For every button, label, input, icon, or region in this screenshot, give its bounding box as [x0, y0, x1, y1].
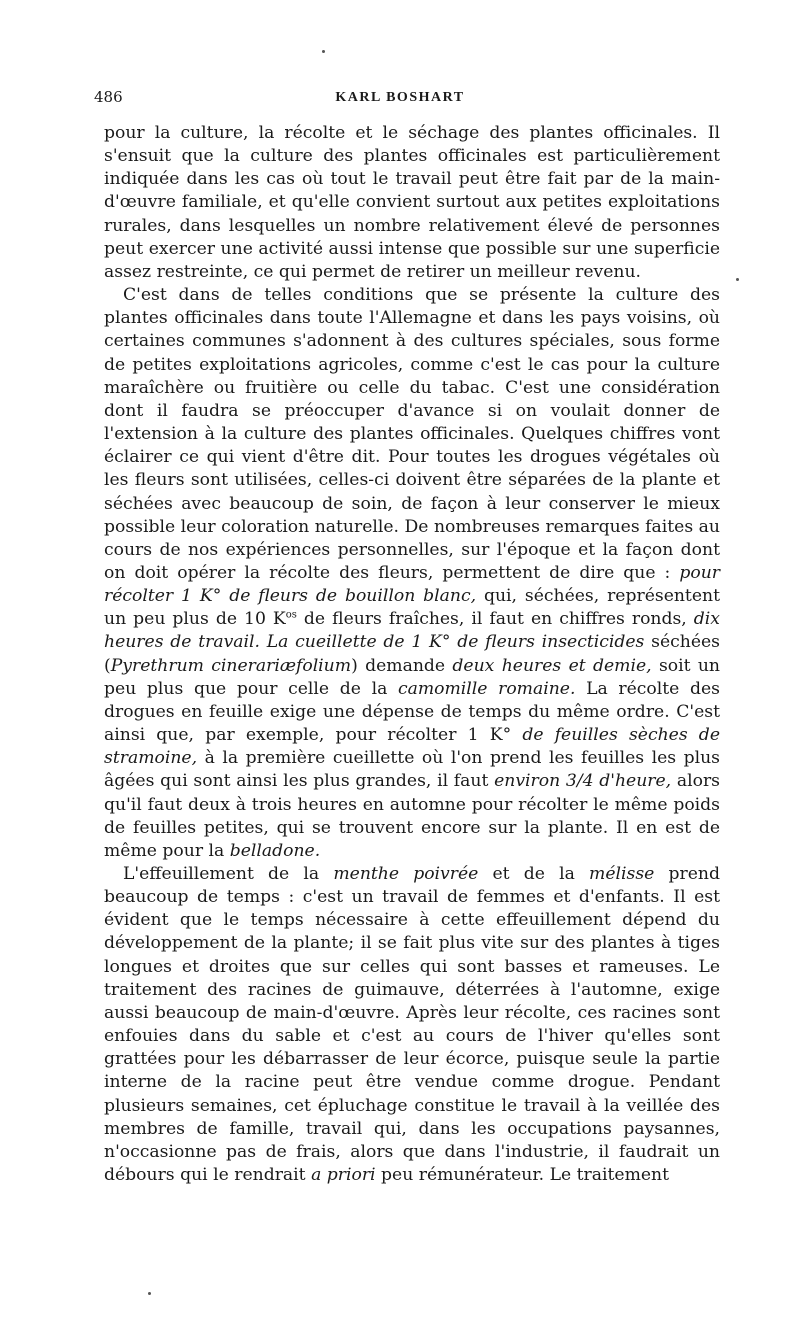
text-run: L'effeuillement de la [123, 864, 334, 884]
running-head: KARL BOSHART [335, 90, 465, 105]
scan-speck [148, 1292, 151, 1295]
italic-run: pour récolter 1 K° de fleurs de bouillon blanc, [104, 562, 720, 607]
text-run: ) demande [351, 655, 453, 676]
italic-run: a priori [311, 1165, 376, 1186]
italic-run: environ 3/4 d'heure, [494, 771, 672, 792]
text-run: séchées ( [104, 632, 720, 676]
paragraph-3 [104, 863, 720, 1187]
italic-run: Pyrethrum cinerariæfolium [110, 655, 352, 676]
italic-run: belladone. [229, 840, 321, 861]
italic-run: deux heures et demie, [452, 655, 652, 676]
italic-run: mélisse [589, 864, 655, 884]
scan-speck [736, 278, 739, 281]
text-run: pour la culture, la récolte et le séchage des plantes officinales. Il s'ensuit que la culture des plantes officinales est particulièrement indiquée dans les cas où tout le travail peut être fait par de la main-d'œuvre familiale, et qu'elle convient surtout aux petites exploitations rurales, dans lesquelles un nombre relativement élevé de personnes peut exercer une activité aussi intense que possible sur une superficie assez restreinte, ce qui permet de retirer un meilleur revenu. [104, 123, 720, 282]
italic-run: dix heures de travail. La cueillette de 1 K° de fleurs insecticides [104, 609, 720, 653]
page-number: 486 [94, 88, 123, 106]
italic-run: de feuilles sèches de stramoine, [104, 725, 720, 769]
superscript: os [285, 609, 297, 621]
body-text [104, 122, 720, 1187]
text-run: à la première cueillette où l'on prend les feuilles les plus âgées qui sont ainsi les plus grandes, il faut [104, 748, 720, 792]
paragraph-1 [104, 122, 720, 284]
scan-speck [322, 50, 325, 53]
text-run: de fleurs fraîches, il faut en chiffres ronds, [296, 609, 694, 630]
italic-run: camomille romaine. [397, 678, 576, 699]
text-run: peu rémunérateur. Le traitement [375, 1165, 670, 1186]
text-run: alors qu'il faut deux à trois heures en automne pour récolter le même poids de feuilles petites, qui se trouvent encore sur la plante. Il en est de même pour la [104, 771, 720, 861]
text-run: C'est dans de telles conditions que se présente la culture des plantes officinales dans toute l'Allemagne et dans les pays voisins, où certaines communes s'adonnent à des cultures spéciales, sous forme de petites exploitations agricoles, comme c'est le cas pour la culture maraîchère ou fruitière ou celle du tabac. C'est une considération dont il faudra se préoccuper d'avance si on voulait donner de l'extension à la culture des plantes officinales. Quelques chiffres vont éclairer ce qui vient d'être dit. Pour toutes les drogues végétales où les fleurs sont utilisées, celles-ci doivent être séparées de la plante et séchées avec beaucoup de soin, de façon à leur conserver le mieux possible leur coloration naturelle. De nombreuses remarques faites au cours de nos expériences personnelles, sur l'époque et la façon dont on doit opérer la récolte des fleurs, permettent de dire que : [104, 285, 720, 583]
italic-run: menthe poivrée [333, 864, 479, 884]
text-run: soit un peu plus que pour celle de la [104, 655, 720, 699]
paragraph-2 [104, 284, 720, 863]
text-run: et de la [478, 864, 590, 884]
text-run: prend beaucoup de temps : c'est un travail de femmes et d'enfants. Il est évident que le temps nécessaire à cette effeuillement dépend du développement de la plante; il se fait plus vite sur des plantes à tiges longues et droites que sur celles qui sont basses et rameuses. Le traitement des racines de guimauve, déterrées à l'automne, exige aussi beaucoup de main-d'œuvre. Après leur récolte, ces racines sont enfouies dans du sable et c'est au cours de l'hiver qu'elles sont grattées pour les débarrasser de leur écorce, puisque seule la partie interne de la racine peut être vendue comme drogue. Pendant plusieurs semaines, cet épluchage constitue le travail à la veillée des membres de famille, travail qui, dans les occupations paysannes, n'occasionne pas de frais, alors que dans l'industrie, il faudrait un débours qui le rendrait [104, 864, 720, 1186]
text-run: qui, séchées, représentent un peu plus de 10 K [104, 586, 720, 630]
text-run: La récolte des drogues en feuille exige une dépense de temps du même ordre. C'est ainsi que, par exemple, pour récolter 1 K° [104, 678, 720, 746]
